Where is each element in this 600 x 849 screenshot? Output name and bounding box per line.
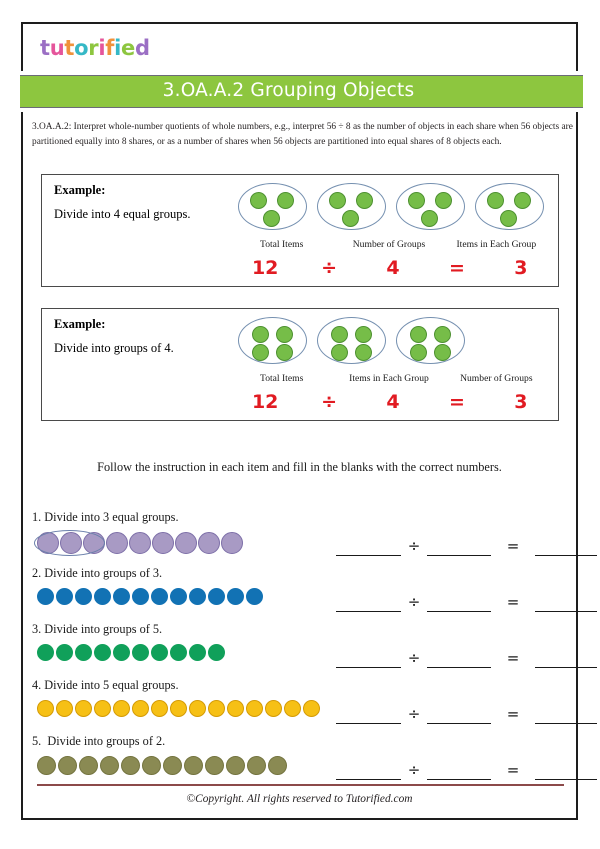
counter-dot bbox=[37, 700, 54, 717]
divide-symbol: ÷ bbox=[407, 537, 421, 555]
counter-dot bbox=[227, 700, 244, 717]
equals-symbol: = bbox=[448, 391, 465, 413]
problem-row bbox=[23, 734, 580, 790]
equation-divisor: 4 bbox=[386, 257, 400, 279]
problem-row bbox=[23, 622, 580, 678]
equals-symbol: = bbox=[506, 537, 520, 555]
answer-blank-divisor[interactable] bbox=[427, 766, 491, 780]
answer-blank-divisor[interactable] bbox=[427, 710, 491, 724]
answer-row bbox=[336, 539, 600, 556]
counter-dot bbox=[56, 644, 73, 661]
group-ellipse bbox=[317, 183, 386, 230]
logo-letter-9: d bbox=[134, 36, 150, 60]
footer-divider bbox=[37, 784, 564, 786]
counter-dot bbox=[60, 532, 82, 554]
counter-dot bbox=[184, 756, 203, 775]
answer-blank-total[interactable] bbox=[336, 598, 401, 612]
group-ellipse bbox=[396, 317, 465, 364]
equation-divisor: 4 bbox=[386, 391, 400, 413]
answer-row bbox=[336, 763, 600, 780]
counter-dot bbox=[189, 700, 206, 717]
title-banner bbox=[20, 75, 583, 108]
answer-blank-quotient[interactable] bbox=[535, 654, 597, 668]
divide-symbol: ÷ bbox=[407, 593, 421, 611]
counter-dot bbox=[163, 756, 182, 775]
equation-quotient: 3 bbox=[514, 257, 528, 279]
label-items-each-group: Items in Each Group bbox=[349, 373, 429, 384]
standard-description: 3.OA.A.2: Interpret whole-number quotients of whole numbers, e.g., interpret 56 ÷ 8 as the number of objects in each share when 56 objects are partitioned equally into 8 shares, or as a number of shares when 56 objects are partitioned into equal shares of 8 objects each. bbox=[32, 122, 573, 147]
answer-blank-quotient[interactable] bbox=[535, 542, 597, 556]
counter-dot bbox=[208, 644, 225, 661]
counter-dot bbox=[151, 700, 168, 717]
counter-dot bbox=[198, 532, 220, 554]
counter-dot bbox=[189, 588, 206, 605]
counter-dot bbox=[435, 192, 452, 209]
counter-dot bbox=[37, 532, 59, 554]
logo-letter-7: i bbox=[114, 36, 122, 60]
divide-symbol: ÷ bbox=[407, 649, 421, 667]
counter-dot bbox=[408, 192, 425, 209]
counter-dot bbox=[106, 532, 128, 554]
counter-dot bbox=[113, 644, 130, 661]
answer-blank-total[interactable] bbox=[336, 766, 401, 780]
counter-dot bbox=[113, 700, 130, 717]
example-label-row bbox=[228, 373, 550, 384]
counter-row bbox=[37, 532, 243, 554]
example-group-row bbox=[238, 317, 465, 364]
counter-dot bbox=[355, 344, 372, 361]
answer-row bbox=[336, 651, 600, 668]
counter-dot bbox=[58, 756, 77, 775]
example-instruction: Divide into 4 equal groups. bbox=[54, 207, 191, 221]
label-total-items: Total Items bbox=[260, 239, 304, 250]
group-ellipse bbox=[238, 317, 307, 364]
counter-dot bbox=[246, 700, 263, 717]
counter-dot bbox=[151, 644, 168, 661]
label-total-items: Total Items bbox=[260, 373, 304, 384]
answer-blank-quotient[interactable] bbox=[535, 766, 597, 780]
counter-dot bbox=[277, 192, 294, 209]
counter-dot bbox=[208, 700, 225, 717]
counter-dot bbox=[265, 700, 282, 717]
counter-dot bbox=[129, 532, 151, 554]
answer-blank-total[interactable] bbox=[336, 710, 401, 724]
example-equation bbox=[228, 391, 558, 413]
counter-dot bbox=[276, 326, 293, 343]
counter-dot bbox=[132, 700, 149, 717]
counter-row bbox=[37, 700, 320, 717]
counter-dot bbox=[252, 344, 269, 361]
counter-dot bbox=[56, 588, 73, 605]
counter-dot bbox=[500, 210, 517, 227]
counter-dot bbox=[252, 326, 269, 343]
counter-dot bbox=[434, 326, 451, 343]
example-heading: Example: bbox=[54, 183, 106, 197]
logo-letter-4: r bbox=[88, 36, 99, 60]
label-number-of-groups: Number of Groups bbox=[352, 239, 426, 250]
counter-dot bbox=[170, 588, 187, 605]
counter-dot bbox=[37, 588, 54, 605]
answer-blank-total[interactable] bbox=[336, 542, 401, 556]
example-box-2 bbox=[41, 308, 559, 421]
counter-dot bbox=[94, 700, 111, 717]
counter-dot bbox=[355, 326, 372, 343]
counter-dot bbox=[410, 344, 427, 361]
answer-row bbox=[336, 707, 600, 724]
group-ellipse bbox=[317, 317, 386, 364]
logo-letter-5: i bbox=[98, 36, 106, 60]
logo-letter-8: e bbox=[121, 36, 135, 60]
divide-symbol: ÷ bbox=[407, 705, 421, 723]
problem-prompt: 1. Divide into 3 equal groups. bbox=[32, 510, 179, 524]
equals-symbol: = bbox=[506, 593, 520, 611]
counter-dot bbox=[284, 700, 301, 717]
counter-dot bbox=[421, 210, 438, 227]
counter-dot bbox=[152, 532, 174, 554]
tutorified-logo bbox=[40, 38, 150, 59]
counter-dot bbox=[175, 532, 197, 554]
counter-dot bbox=[75, 644, 92, 661]
answer-blank-quotient[interactable] bbox=[535, 710, 597, 724]
problem-prompt: 3. Divide into groups of 5. bbox=[32, 622, 163, 636]
counter-dot bbox=[246, 588, 263, 605]
counter-dot bbox=[100, 756, 119, 775]
equation-total: 12 bbox=[251, 257, 279, 279]
counter-row bbox=[37, 588, 263, 605]
problem-prompt: 2. Divide into groups of 3. bbox=[32, 566, 163, 580]
counter-dot bbox=[132, 644, 149, 661]
equals-symbol: = bbox=[506, 761, 520, 779]
counter-dot bbox=[208, 588, 225, 605]
group-ellipse bbox=[396, 183, 465, 230]
equation-quotient: 3 bbox=[514, 391, 528, 413]
counter-dot bbox=[79, 756, 98, 775]
counter-dot bbox=[56, 700, 73, 717]
answer-blank-quotient[interactable] bbox=[535, 598, 597, 612]
answer-row bbox=[336, 595, 600, 612]
logo-letter-3: o bbox=[74, 36, 89, 60]
problem-row bbox=[23, 510, 580, 566]
problem-prompt: 4. Divide into 5 equal groups. bbox=[32, 678, 179, 692]
counter-dot bbox=[205, 756, 224, 775]
problem-row bbox=[23, 678, 580, 734]
divide-symbol: ÷ bbox=[321, 391, 338, 413]
counter-dot bbox=[189, 644, 206, 661]
answer-blank-total[interactable] bbox=[336, 654, 401, 668]
example-heading: Example: bbox=[54, 317, 106, 331]
counter-dot bbox=[331, 344, 348, 361]
example-label-row bbox=[228, 239, 550, 250]
counter-dot bbox=[83, 532, 105, 554]
group-ellipse bbox=[475, 183, 544, 230]
group-ellipse bbox=[238, 183, 307, 230]
equation-total: 12 bbox=[251, 391, 279, 413]
counter-dot bbox=[170, 700, 187, 717]
counter-dot bbox=[151, 588, 168, 605]
label-number-of-groups: Number of Groups bbox=[460, 373, 533, 384]
counter-dot bbox=[221, 532, 243, 554]
equals-symbol: = bbox=[506, 649, 520, 667]
counter-dot bbox=[514, 192, 531, 209]
counter-dot bbox=[356, 192, 373, 209]
counter-dot bbox=[226, 756, 245, 775]
counter-dot bbox=[227, 588, 244, 605]
example-instruction: Divide into groups of 4. bbox=[54, 341, 174, 355]
divide-symbol: ÷ bbox=[407, 761, 421, 779]
counter-dot bbox=[121, 756, 140, 775]
counter-dot bbox=[37, 756, 56, 775]
label-items-each-group: Items in Each Group bbox=[456, 239, 537, 250]
counter-dot bbox=[434, 344, 451, 361]
counter-dot bbox=[170, 644, 187, 661]
problem-prompt: 5. Divide into groups of 2. bbox=[32, 734, 166, 748]
counter-dot bbox=[250, 192, 267, 209]
answer-blank-divisor[interactable] bbox=[427, 598, 491, 612]
counter-row bbox=[37, 644, 225, 661]
counter-dot bbox=[75, 700, 92, 717]
counter-row bbox=[37, 756, 287, 775]
counter-dot bbox=[263, 210, 280, 227]
counter-dot bbox=[410, 326, 427, 343]
counter-dot bbox=[142, 756, 161, 775]
counter-dot bbox=[487, 192, 504, 209]
answer-blank-divisor[interactable] bbox=[427, 542, 491, 556]
counter-dot bbox=[331, 326, 348, 343]
counter-dot bbox=[94, 644, 111, 661]
example-box-1 bbox=[41, 174, 559, 287]
counter-dot bbox=[342, 210, 359, 227]
instruction-line: Follow the instruction in each item and fill in the blanks with the correct numbers. bbox=[97, 460, 502, 474]
answer-blank-divisor[interactable] bbox=[427, 654, 491, 668]
example-group-row bbox=[238, 183, 544, 230]
copyright-text: ©Copyright. All rights reserved to Tutorified.com bbox=[186, 793, 413, 805]
counter-dot bbox=[94, 588, 111, 605]
logo-letter-6: f bbox=[105, 36, 115, 60]
counter-dot bbox=[132, 588, 149, 605]
problem-row bbox=[23, 566, 580, 622]
counter-dot bbox=[247, 756, 266, 775]
counter-dot bbox=[113, 588, 130, 605]
divide-symbol: ÷ bbox=[321, 257, 338, 279]
logo-letter-0: t bbox=[40, 36, 50, 60]
worksheet-page bbox=[21, 22, 578, 820]
counter-dot bbox=[75, 588, 92, 605]
counter-dot bbox=[329, 192, 346, 209]
logo-letter-2: t bbox=[64, 36, 75, 60]
counter-dot bbox=[276, 344, 293, 361]
logo-letter-1: u bbox=[49, 36, 65, 60]
equals-symbol: = bbox=[506, 705, 520, 723]
counter-dot bbox=[303, 700, 320, 717]
equals-symbol: = bbox=[448, 257, 465, 279]
page-title: 3.OA.A.2 Grouping Objects bbox=[162, 80, 415, 101]
example-equation bbox=[228, 257, 558, 279]
counter-dot bbox=[37, 644, 54, 661]
counter-dot bbox=[268, 756, 287, 775]
